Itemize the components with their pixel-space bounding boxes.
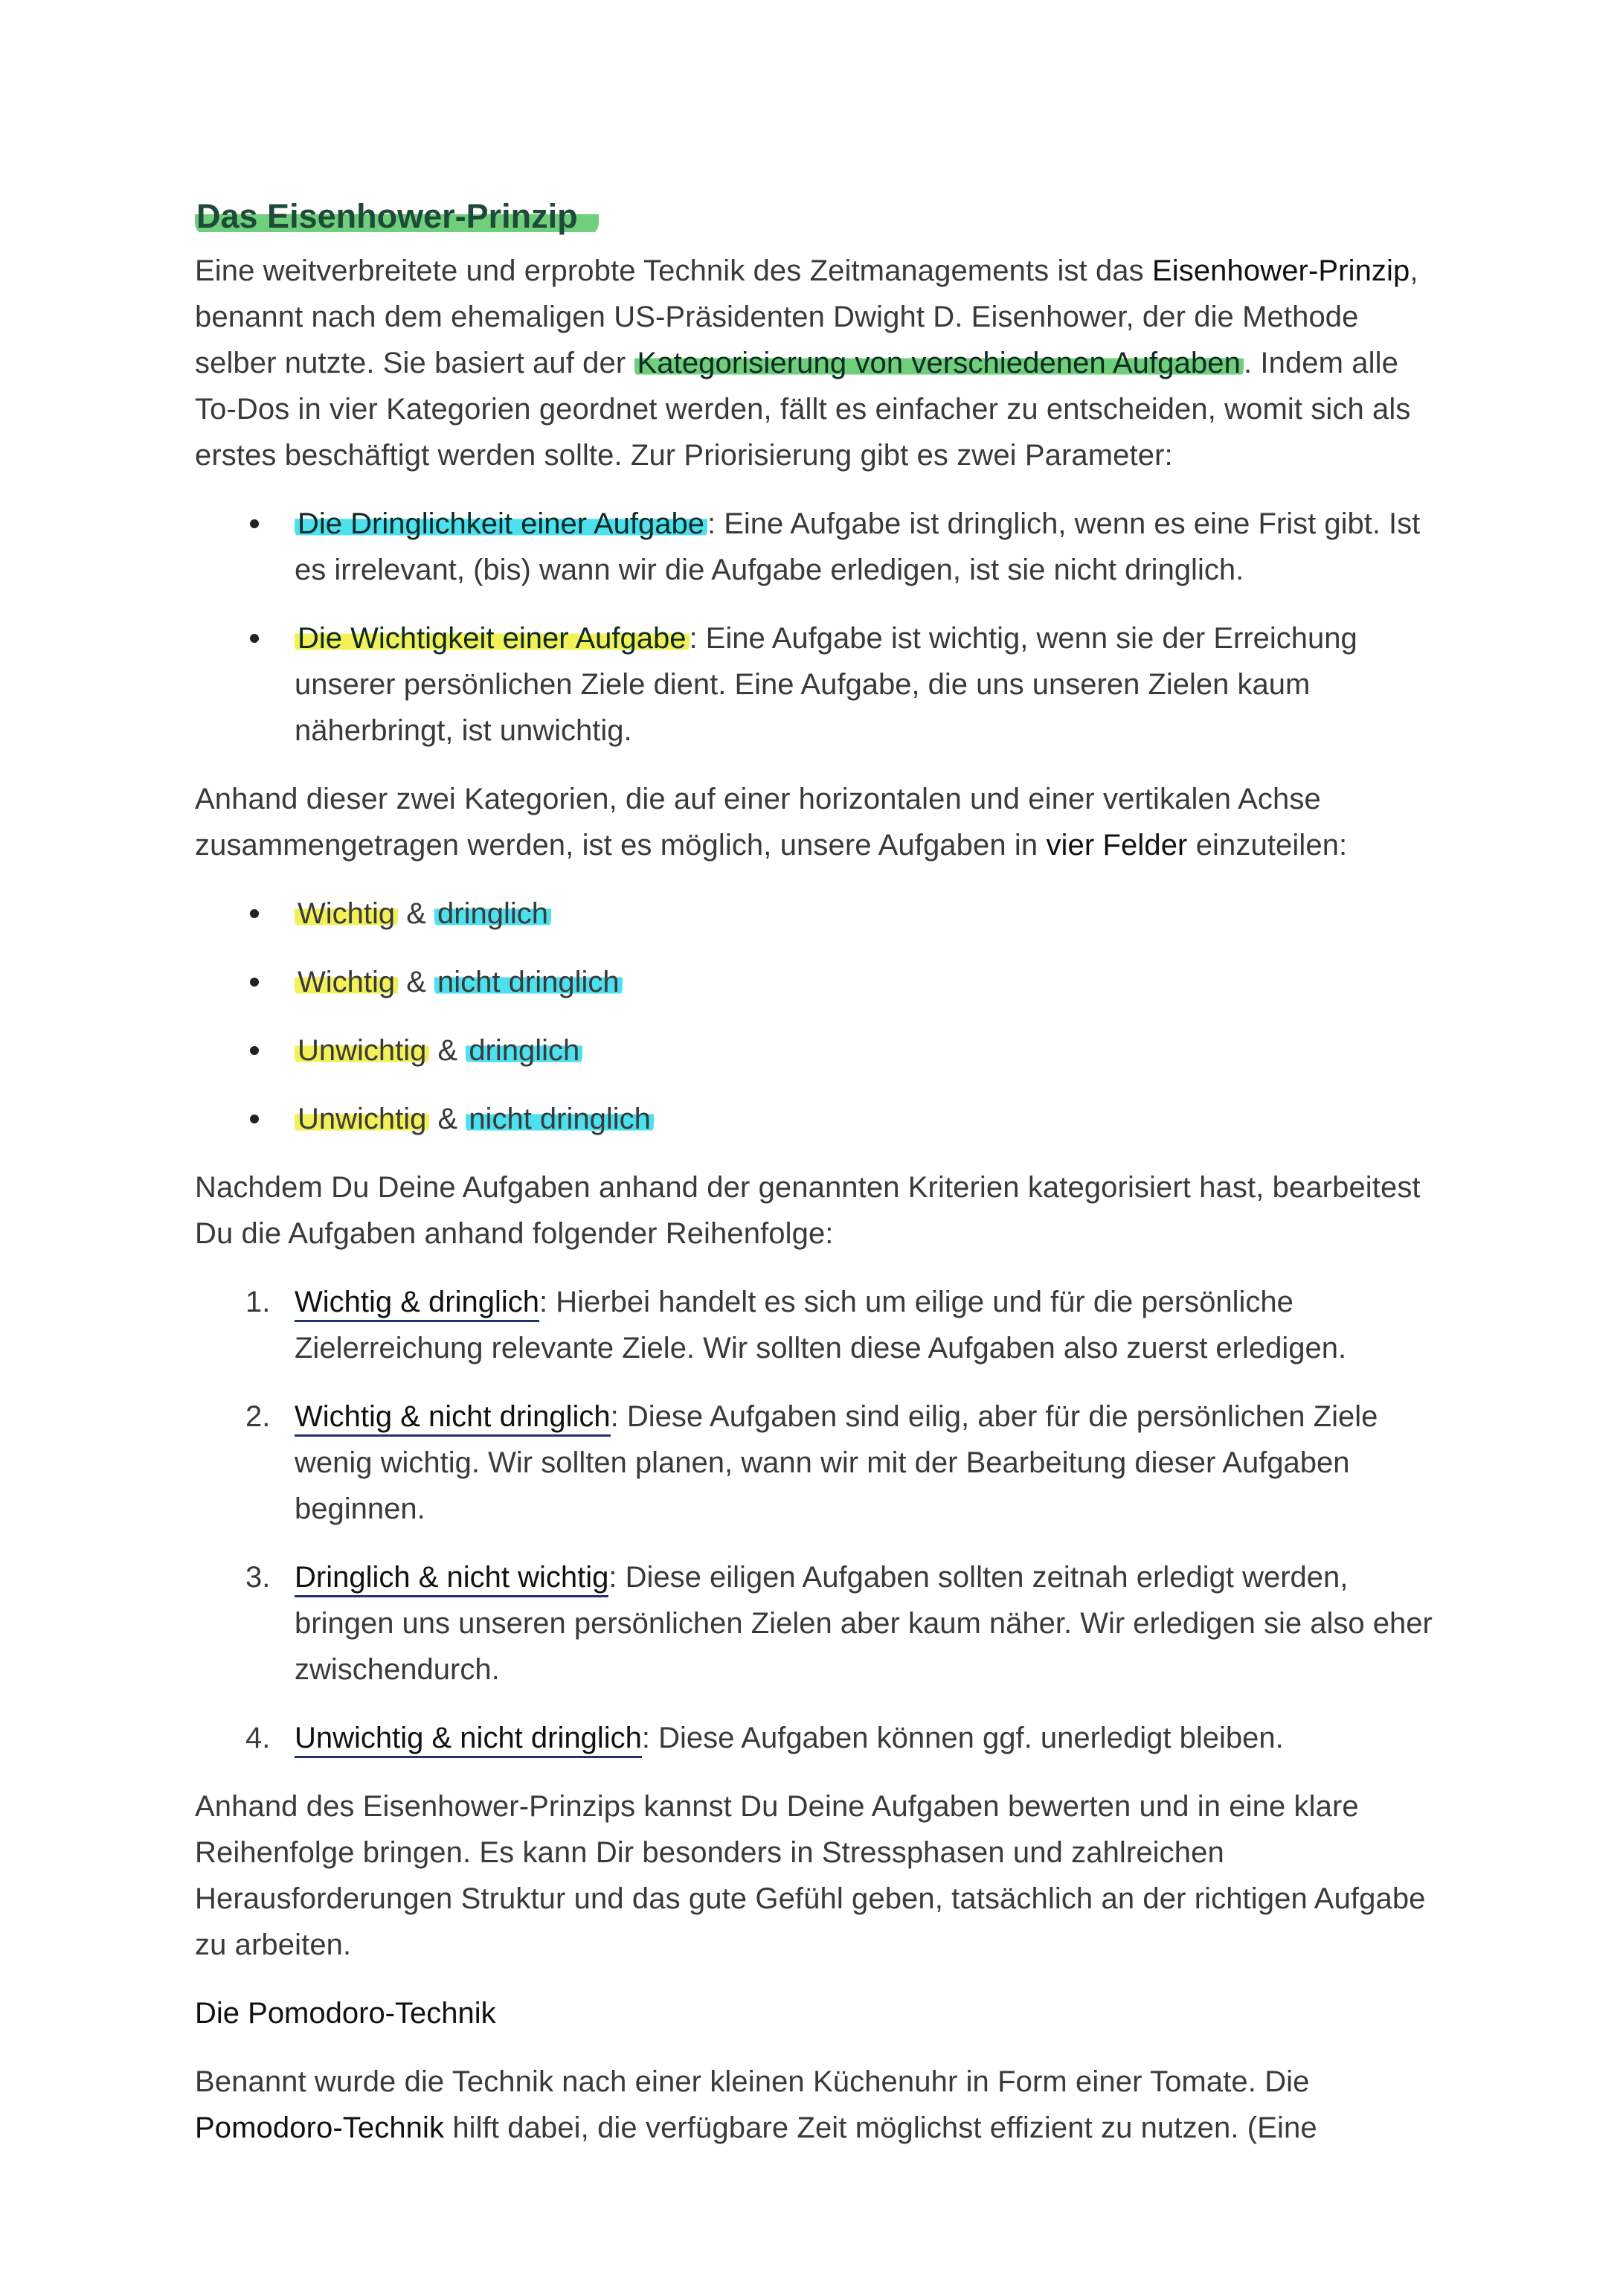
summary-paragraph: Anhand des Eisenhower-Prinzips kannst Du Deine Aufgaben bewerten und in eine klare Reihenfolge bringen. Es kann Dir besonders in Stressphasen und zahlreichen Herausforderungen Struktur und das gute Gefühl geben, tatsächlich an der richtigen Aufgabe zu arbeiten. [195, 1789, 1426, 1961]
list-item [195, 1279, 1444, 1371]
fields-list [195, 891, 1444, 1142]
list-number: 2. [245, 1399, 271, 1433]
field-amp: & [398, 897, 435, 930]
fields-intro-emphasis: vier Felder [1046, 828, 1188, 862]
pomodoro-paragraph [195, 2059, 1444, 2151]
intro-text-2: , benannt nach dem ehemaligen US-Präsidenten Dwight D. Eisenhower, der die Methode selber nutzte. Sie basiert auf der [195, 254, 1418, 379]
parameter-list [195, 501, 1444, 754]
pomodoro-emphasis: Pomodoro-Technik [195, 2111, 445, 2144]
field-urgency: dringlich [466, 1034, 582, 1067]
order-text: : Diese Aufgaben sind eilig, aber für die persönlichen Ziele wenig wichtig. Wir sollten planen, wann wir mit der Bearbeitung dieser Aufgaben beginnen. [295, 1399, 1378, 1525]
fields-intro-text-2: einzuteilen: [1187, 828, 1348, 862]
field-amp: & [429, 1033, 466, 1067]
order-label: Wichtig & nicht dringlich [295, 1400, 611, 1437]
title-text: Das Eisenhower-Prinzip [196, 197, 578, 235]
page-title [195, 195, 1444, 239]
list-item [195, 1715, 1444, 1761]
param-label-importance: Die Wichtigkeit einer Aufgabe [295, 622, 690, 655]
pomodoro-text-1: Benannt wurde die Technik nach einer kleinen Küchenuhr in Form einer Tomate. Die [195, 2065, 1310, 2098]
bullet-icon [250, 1046, 259, 1055]
intro-emphasis-eisenhower: Eisenhower-Prinzip [1151, 254, 1410, 287]
field-amp: & [429, 1102, 466, 1135]
field-urgency: nicht dringlich [466, 1103, 654, 1135]
order-label: Dringlich & nicht wichtig [295, 1561, 608, 1597]
bullet-icon [250, 634, 259, 643]
field-urgency: nicht dringlich [434, 966, 623, 998]
intro-highlight-categorization: Kategorisierung von verschiedenen Aufgaben [634, 347, 1244, 379]
param-text: Eine Aufgabe ist dringlich, wenn es eine Frist gibt. Ist es irrelevant, (bis) wann wir die Aufgabe erledigen, ist sie nicht dringlich. [295, 507, 1421, 586]
bullet-icon [250, 978, 259, 987]
priority-order-list [195, 1279, 1444, 1761]
intro-text-3: . Indem alle To-Dos in vier Kategorien geordnet werden, fällt es einfacher zu entscheiden, womit sich als erstes beschäftigt werden sollte. Zur Priorisierung gibt es zwei Parameter: [195, 346, 1411, 472]
field-importance: Wichtig [295, 897, 398, 930]
bullet-icon [250, 519, 259, 528]
pomodoro-heading: Die Pomodoro-Technik [195, 1996, 496, 2030]
list-item [195, 1554, 1444, 1693]
document-page [195, 195, 1444, 2173]
order-intro-paragraph: Nachdem Du Deine Aufgaben anhand der genannten Kriterien kategorisiert hast, bearbeitest Du die Aufgaben anhand folgender Reihenfolge: [195, 1170, 1421, 1250]
list-item [195, 501, 1444, 593]
fields-intro-paragraph [195, 776, 1444, 868]
field-importance: Wichtig [295, 966, 398, 998]
list-item [195, 1027, 1444, 1074]
list-item [195, 1394, 1444, 1532]
field-urgency: dringlich [434, 897, 551, 930]
bullet-icon [250, 1115, 259, 1123]
order-text: : Hierbei handelt es sich um eilige und für die persönliche Zielerreichung relevante Ziele. Wir sollten diese Aufgaben also zuerst erledigen. [295, 1285, 1347, 1365]
pomodoro-text-2: hilft dabei, die verfügbare Zeit möglichst effizient zu nutzen. (Eine [444, 2111, 1317, 2144]
order-label: Wichtig & dringlich [295, 1286, 539, 1322]
list-item [195, 615, 1444, 754]
order-label: Unwichtig & nicht dringlich [295, 1722, 642, 1758]
list-number: 1. [245, 1285, 271, 1318]
param-separator: : [689, 621, 698, 655]
list-number: 3. [245, 1560, 271, 1594]
title-highlight [195, 197, 599, 235]
bullet-icon [250, 909, 259, 918]
param-text: Eine Aufgabe ist wichtig, wenn sie der Erreichung unserer persönlichen Ziele dient. Eine Aufgabe, die uns unseren Zielen kaum näherbringt, ist unwichtig. [295, 621, 1357, 747]
order-text: : Diese eiligen Aufgaben sollten zeitnah erledigt werden, bringen uns unseren persönlichen Zielen aber kaum näher. Wir erledigen sie also eher zwischendurch. [295, 1560, 1433, 1686]
intro-paragraph [195, 248, 1444, 478]
param-separator: : [707, 507, 716, 540]
field-amp: & [398, 965, 435, 998]
list-item [195, 1096, 1444, 1142]
list-item [195, 891, 1444, 937]
list-item [195, 959, 1444, 1005]
fields-intro-text-1: Anhand dieser zwei Kategorien, die auf einer horizontalen und einer vertikalen Achse zusammengetragen werden, ist es möglich, unsere Aufgaben in [195, 782, 1321, 862]
order-text: : Diese Aufgaben können ggf. unerledigt bleiben. [641, 1721, 1284, 1754]
list-number: 4. [245, 1721, 271, 1754]
param-label-urgency: Die Dringlichkeit einer Aufgabe [295, 507, 707, 540]
intro-text-1: Eine weitverbreitete und erprobte Technik des Zeitmanagements ist das [195, 254, 1152, 287]
field-importance: Unwichtig [295, 1103, 429, 1135]
field-importance: Unwichtig [295, 1034, 429, 1067]
